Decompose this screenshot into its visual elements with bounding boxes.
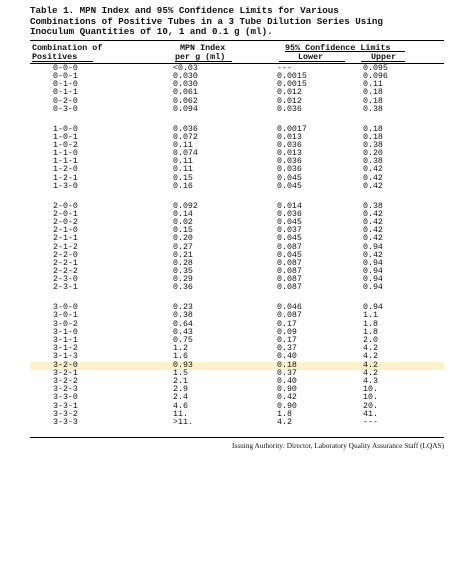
cell-upper-limit: 0.18 xyxy=(363,88,383,98)
header-upper: Upper xyxy=(371,51,397,62)
table-row xyxy=(30,284,444,292)
cell-lower-limit: 0.40 xyxy=(277,352,297,362)
caption-line: Combinations of Positive Tubes in a 3 Tube Dilution Series Using xyxy=(30,15,383,27)
group-spacer xyxy=(30,114,444,126)
cell-mpn-index: 2.1 xyxy=(173,376,188,386)
cell-lower-limit: 0.17 xyxy=(277,319,297,329)
cell-mpn-index: 0.15 xyxy=(173,173,193,183)
cell-mpn-index: 0.36 xyxy=(173,283,193,293)
cell-mpn-index: 0.21 xyxy=(173,250,193,260)
cell-combination: 3-3-0 xyxy=(53,393,78,403)
table-row xyxy=(30,304,444,312)
table-row xyxy=(30,345,444,353)
cell-mpn-index: 0.93 xyxy=(173,360,193,370)
table-row-highlighted xyxy=(30,362,444,370)
cell-mpn-index: 0.75 xyxy=(173,336,193,345)
cell-upper-limit: 10. xyxy=(363,385,378,395)
table-row xyxy=(30,411,444,419)
cell-combination: 1-3-0 xyxy=(53,181,78,191)
table-row xyxy=(30,321,444,329)
cell-upper-limit: 0.94 xyxy=(363,303,383,313)
cell-upper-limit: 4.2 xyxy=(363,368,378,378)
header-positives: Positives xyxy=(32,51,78,62)
table-body xyxy=(30,64,444,427)
cell-upper-limit: 41. xyxy=(363,409,378,419)
cell-lower-limit: 0.037 xyxy=(277,226,302,236)
cell-mpn-index: 0.23 xyxy=(173,303,193,313)
cell-combination: 0-2-0 xyxy=(53,96,78,106)
cell-combination: 1-2-0 xyxy=(53,165,78,175)
cell-mpn-index: 0.036 xyxy=(173,124,198,134)
cell-combination: 3-1-3 xyxy=(53,352,78,362)
per-g-underline xyxy=(175,61,232,62)
cell-combination: 2-2-2 xyxy=(53,267,78,277)
upper-underline xyxy=(361,61,405,62)
cell-combination: 2-1-1 xyxy=(53,234,78,244)
cell-lower-limit: 0.0015 xyxy=(277,71,307,81)
cell-lower-limit: 0.045 xyxy=(277,217,302,227)
cell-combination: 3-0-0 xyxy=(53,303,78,313)
cell-mpn-index: 0.11 xyxy=(173,157,193,167)
group-spacer xyxy=(30,191,444,203)
cell-mpn-index: 0.02 xyxy=(173,217,193,227)
cell-lower-limit: 0.045 xyxy=(277,181,302,191)
table-row xyxy=(30,370,444,378)
table-row xyxy=(30,403,444,411)
cell-upper-limit: 0.18 xyxy=(363,132,383,142)
cell-lower-limit: 0.087 xyxy=(277,242,302,252)
cell-upper-limit: 1.8 xyxy=(363,319,378,329)
cell-upper-limit: 1.1 xyxy=(363,311,378,321)
cell-lower-limit: 0.40 xyxy=(277,376,297,386)
cell-upper-limit: 0.42 xyxy=(363,250,383,260)
cell-upper-limit: 0.42 xyxy=(363,165,383,175)
table-caption xyxy=(30,6,444,38)
cell-upper-limit: 0.42 xyxy=(363,234,383,244)
cell-lower-limit: 0.013 xyxy=(277,149,302,159)
cell-upper-limit: 1.8 xyxy=(363,327,378,337)
cell-lower-limit: 0.087 xyxy=(277,311,302,321)
cell-mpn-index: 0.27 xyxy=(173,242,193,252)
cell-upper-limit: 0.38 xyxy=(363,140,383,150)
cell-upper-limit: 4.3 xyxy=(363,376,378,386)
cell-upper-limit: 0.42 xyxy=(363,226,383,236)
cell-mpn-index: 0.030 xyxy=(173,80,198,90)
cell-lower-limit: 0.087 xyxy=(277,283,302,293)
cell-mpn-index: 0.15 xyxy=(173,226,193,236)
cell-lower-limit: 0.036 xyxy=(277,104,302,114)
cell-lower-limit: 0.90 xyxy=(277,385,297,395)
header-mpn-index: MPN Index xyxy=(180,42,226,53)
table-row xyxy=(30,419,444,427)
cell-upper-limit: 0.38 xyxy=(363,201,383,211)
cell-mpn-index: 0.14 xyxy=(173,209,193,219)
table-row xyxy=(30,329,444,337)
cell-lower-limit: 0.17 xyxy=(277,336,297,345)
cell-mpn-index: 0.64 xyxy=(173,319,193,329)
cell-mpn-index: 2.9 xyxy=(173,385,188,395)
cell-combination: 1-0-1 xyxy=(53,132,78,142)
cell-mpn-index: 0.16 xyxy=(173,181,193,191)
cell-upper-limit: 4.2 xyxy=(363,344,378,354)
cell-upper-limit: 0.18 xyxy=(363,124,383,134)
cell-combination: 3-0-2 xyxy=(53,319,78,329)
cell-mpn-index: 0.11 xyxy=(173,140,193,150)
cell-combination: 0-1-1 xyxy=(53,88,78,98)
cell-combination: 3-1-0 xyxy=(53,327,78,337)
cell-mpn-index: 1.6 xyxy=(173,352,188,362)
cell-upper-limit: 0.94 xyxy=(363,283,383,293)
cell-mpn-index: 1.2 xyxy=(173,344,188,354)
header-per-g: per g (ml) xyxy=(175,51,226,62)
header-confidence-limits: 95% Confidence Limits xyxy=(285,42,391,53)
cell-lower-limit: 0.09 xyxy=(277,327,297,337)
cell-combination: 3-3-3 xyxy=(53,417,78,427)
cell-mpn-index: 0.20 xyxy=(173,234,193,244)
cell-upper-limit: 0.20 xyxy=(363,149,383,159)
cell-lower-limit: 4.2 xyxy=(277,417,292,427)
cell-mpn-index: 0.094 xyxy=(173,104,198,114)
cell-upper-limit: 2.0 xyxy=(363,336,378,345)
cell-combination: 3-3-2 xyxy=(53,409,78,419)
cell-lower-limit: 0.045 xyxy=(277,173,302,183)
cell-upper-limit: 10. xyxy=(363,393,378,403)
cell-combination: 0-1-0 xyxy=(53,80,78,90)
cell-upper-limit: 0.94 xyxy=(363,258,383,268)
cell-lower-limit: 0.013 xyxy=(277,132,302,142)
cell-combination: 1-0-0 xyxy=(53,124,78,134)
cell-mpn-index: 0.074 xyxy=(173,149,198,159)
cell-lower-limit: 0.42 xyxy=(277,393,297,403)
cell-upper-limit: 20. xyxy=(363,401,378,411)
table-header xyxy=(30,41,444,63)
cell-mpn-index: 0.062 xyxy=(173,96,198,106)
table-row xyxy=(30,106,444,114)
cell-upper-limit: 0.42 xyxy=(363,209,383,219)
cell-combination: 2-3-1 xyxy=(53,283,78,293)
table-row xyxy=(30,353,444,361)
cell-upper-limit: 0.94 xyxy=(363,242,383,252)
cell-lower-limit: 0.036 xyxy=(277,140,302,150)
cell-combination: 3-2-0 xyxy=(53,360,78,370)
cell-combination: 2-1-2 xyxy=(53,242,78,252)
caption-line: Table 1. MPN Index and 95% Confidence Limits for Various xyxy=(30,5,339,16)
cell-lower-limit: 0.046 xyxy=(277,303,302,313)
cell-upper-limit: 0.095 xyxy=(363,63,388,73)
issuing-authority: Issuing Authority: Director, Laboratory Quality Assurance Staff (LQAS) xyxy=(232,441,444,451)
cell-combination: 1-0-2 xyxy=(53,140,78,150)
caption-line: Inoculum Quantities of 10, 1 and 0.1 g (ml). xyxy=(30,26,273,38)
cell-combination: 2-2-1 xyxy=(53,258,78,268)
cell-mpn-index: 0.11 xyxy=(173,165,193,175)
cell-upper-limit: 4.2 xyxy=(363,352,378,362)
cell-lower-limit: 0.045 xyxy=(277,234,302,244)
cell-lower-limit: 0.036 xyxy=(277,209,302,219)
cell-combination: 1-1-1 xyxy=(53,157,78,167)
cell-mpn-index: 0.43 xyxy=(173,327,193,337)
cell-lower-limit: --- xyxy=(277,63,292,73)
cell-lower-limit: 0.0015 xyxy=(277,80,307,90)
cell-upper-limit: 0.11 xyxy=(363,80,383,90)
cell-mpn-index: 2.4 xyxy=(173,393,188,403)
cell-lower-limit: 0.90 xyxy=(277,401,297,411)
cell-lower-limit: 0.0017 xyxy=(277,124,307,134)
cell-mpn-index: 0.35 xyxy=(173,267,193,277)
table-row xyxy=(30,183,444,191)
cell-lower-limit: 0.045 xyxy=(277,250,302,260)
cell-combination: 1-2-1 xyxy=(53,173,78,183)
cell-mpn-index: 0.061 xyxy=(173,88,198,98)
cell-combination: 2-2-0 xyxy=(53,250,78,260)
cell-upper-limit: 0.94 xyxy=(363,275,383,285)
cell-mpn-index: 0.072 xyxy=(173,132,198,142)
cell-combination: 3-1-2 xyxy=(53,344,78,354)
cell-combination: 1-1-0 xyxy=(53,149,78,159)
cell-upper-limit: --- xyxy=(363,417,378,427)
table-row xyxy=(30,337,444,345)
cell-mpn-index: 0.030 xyxy=(173,71,198,81)
cell-combination: 0-3-0 xyxy=(53,104,78,114)
cell-lower-limit: 0.37 xyxy=(277,344,297,354)
cell-lower-limit: 0.014 xyxy=(277,201,302,211)
cell-combination: 2-1-0 xyxy=(53,226,78,236)
cell-mpn-index: 1.5 xyxy=(173,368,188,378)
cell-combination: 2-3-0 xyxy=(53,275,78,285)
cell-upper-limit: 0.42 xyxy=(363,217,383,227)
cell-upper-limit: 0.42 xyxy=(363,173,383,183)
cell-mpn-index: 0.38 xyxy=(173,311,193,321)
cell-upper-limit: 0.42 xyxy=(363,181,383,191)
cell-mpn-index: 0.092 xyxy=(173,201,198,211)
cell-mpn-index: 0.29 xyxy=(173,275,193,285)
cell-mpn-index: <0.03 xyxy=(173,63,198,73)
cell-combination: 3-3-1 xyxy=(53,401,78,411)
cell-combination: 0-0-0 xyxy=(53,63,78,73)
cell-upper-limit: 0.38 xyxy=(363,157,383,167)
cell-mpn-index: 4.6 xyxy=(173,401,188,411)
cell-mpn-index: 11. xyxy=(173,409,188,419)
cell-lower-limit: 1.8 xyxy=(277,409,292,419)
positives-underline xyxy=(32,61,93,62)
cell-upper-limit: 0.096 xyxy=(363,71,388,81)
cell-upper-limit: 0.94 xyxy=(363,267,383,277)
cell-upper-limit: 0.18 xyxy=(363,96,383,106)
cell-lower-limit: 0.18 xyxy=(277,360,297,370)
cell-lower-limit: 0.012 xyxy=(277,88,302,98)
cell-lower-limit: 0.012 xyxy=(277,96,302,106)
cell-combination: 3-2-1 xyxy=(53,368,78,378)
cell-lower-limit: 0.036 xyxy=(277,157,302,167)
ci-title-underline xyxy=(285,51,405,52)
cell-lower-limit: 0.087 xyxy=(277,275,302,285)
cell-upper-limit: 4.2 xyxy=(363,360,378,370)
table-row xyxy=(30,386,444,394)
cell-mpn-index: 0.28 xyxy=(173,258,193,268)
cell-lower-limit: 0.087 xyxy=(277,267,302,277)
table-row xyxy=(30,378,444,386)
cell-combination: 2-0-0 xyxy=(53,201,78,211)
lower-underline xyxy=(279,61,345,62)
cell-combination: 2-0-2 xyxy=(53,217,78,227)
table-row xyxy=(30,394,444,402)
cell-lower-limit: 0.036 xyxy=(277,165,302,175)
cell-upper-limit: 0.38 xyxy=(363,104,383,114)
cell-lower-limit: 0.37 xyxy=(277,368,297,378)
cell-combination: 3-0-1 xyxy=(53,311,78,321)
cell-combination: 3-1-1 xyxy=(53,336,78,345)
header-lower: Lower xyxy=(298,51,324,62)
header-combination: Combination of xyxy=(32,42,103,53)
table-row xyxy=(30,312,444,320)
cell-combination: 3-2-3 xyxy=(53,385,78,395)
cell-combination: 3-2-2 xyxy=(53,376,78,386)
document-page xyxy=(30,6,444,450)
table-bottom-rule xyxy=(30,437,444,438)
cell-combination: 0-0-1 xyxy=(53,71,78,81)
cell-mpn-index: >11. xyxy=(173,417,193,427)
cell-combination: 2-0-1 xyxy=(53,209,78,219)
cell-lower-limit: 0.087 xyxy=(277,258,302,268)
